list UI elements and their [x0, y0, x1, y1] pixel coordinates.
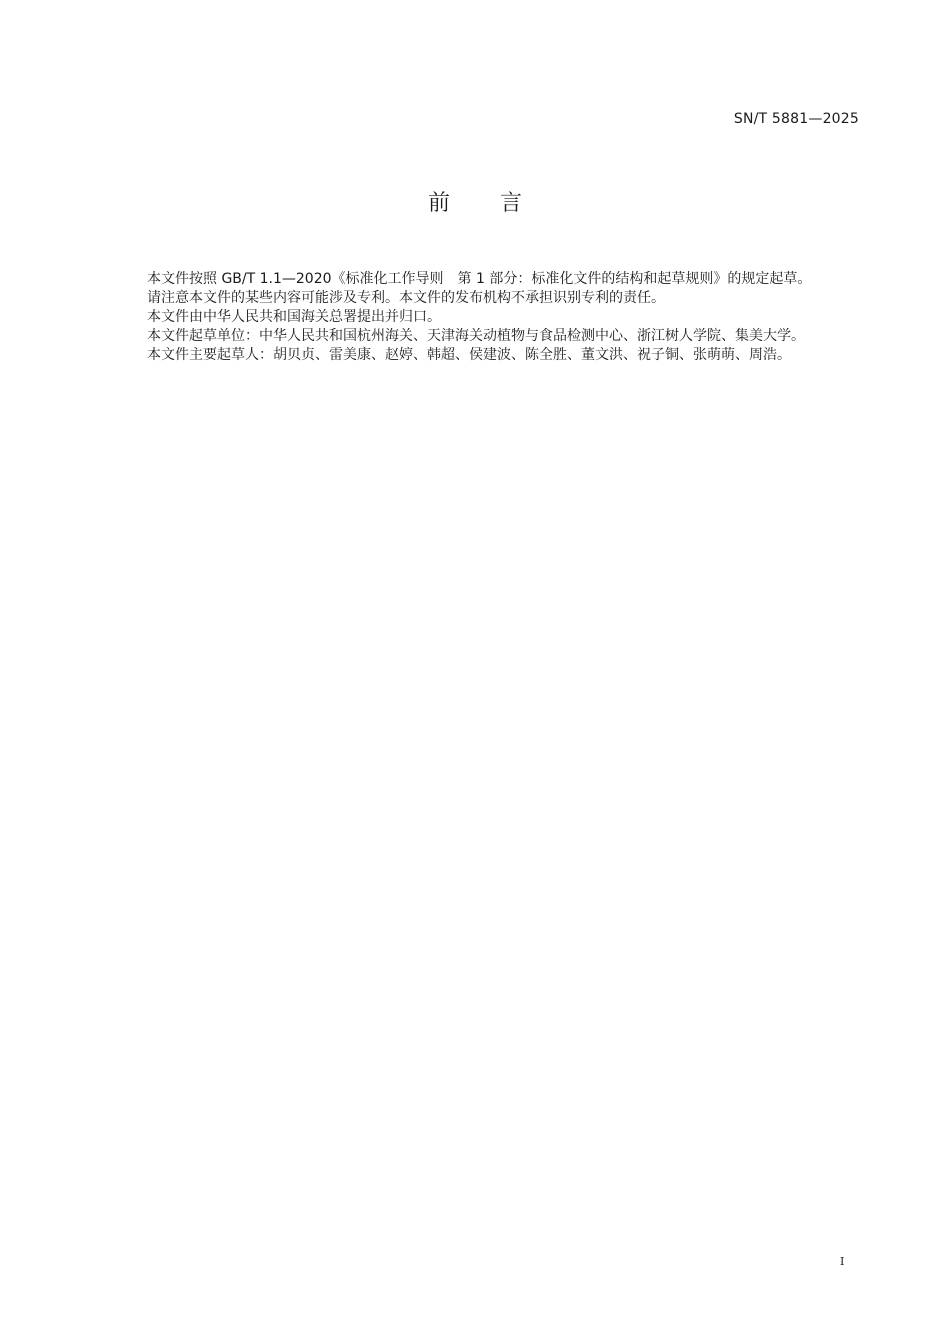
document-code: SN/T 5881—2025	[733, 111, 859, 127]
paragraph-drafters: 本文件主要起草人：胡贝贞、雷美康、赵婷、韩超、侯建波、陈全胜、董文洪、祝子铜、张萌萌、周浩。	[147, 347, 791, 363]
paragraph-proposer: 本文件由中华人民共和国海关总署提出并归口。	[147, 309, 441, 325]
page-number: I	[840, 1255, 845, 1268]
paragraph-patent-notice: 请注意本文件的某些内容可能涉及专利。本文件的发布机构不承担识别专利的责任。	[147, 290, 665, 306]
page-title: 前言	[427, 191, 572, 216]
preface-body	[114, 270, 858, 365]
paragraph-drafting-basis: 本文件按照 GB/T 1.1—2020《标准化工作导则 第 1 部分：标准化文件的结构和起草规则》的规定起草。	[147, 271, 812, 287]
paragraph-drafting-units: 本文件起草单位：中华人民共和国杭州海关、天津海关动植物与食品检测中心、浙江树人学院、集美大学。	[147, 328, 805, 344]
